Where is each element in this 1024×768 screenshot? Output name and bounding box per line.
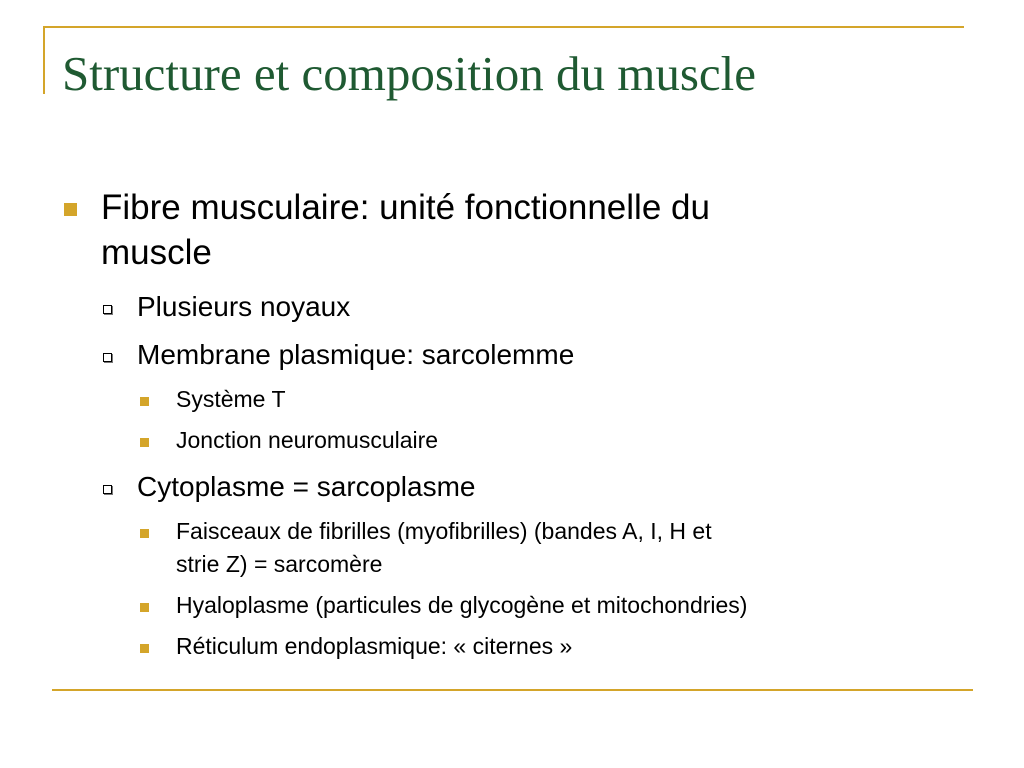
level3-bullet-square-icon — [140, 603, 149, 612]
level1-bullet-square-icon — [64, 203, 77, 216]
level3-bullet-square-icon — [140, 397, 149, 406]
item-systeme-t: Système T — [176, 386, 286, 412]
level2-hollow-square-icon — [103, 353, 112, 362]
top-frame-line — [43, 26, 964, 28]
sub-bullet-noyaux: Plusieurs noyaux — [137, 291, 351, 322]
item-jonction: Jonction neuromusculaire — [176, 427, 439, 453]
left-frame-line — [43, 26, 45, 94]
sub-bullet-cytoplasme: Cytoplasme = sarcoplasme — [137, 471, 476, 502]
level2-hollow-square-icon — [103, 305, 112, 314]
level3-bullet-square-icon — [140, 438, 149, 447]
sub-bullet-membrane: Membrane plasmique: sarcolemme — [137, 339, 575, 370]
bottom-divider-line — [52, 689, 973, 691]
item-hyaloplasme: Hyaloplasme (particules de glycogène et mitochondries) — [176, 592, 748, 618]
bullet-text-line1: Fibre musculaire: unité fonctionnelle du — [101, 188, 710, 227]
level2-hollow-square-icon — [103, 485, 112, 494]
level3-bullet-square-icon — [140, 644, 149, 653]
slide-title: Structure et composition du muscle — [62, 46, 757, 101]
item-faisceaux-line1: Faisceaux de fibrilles (myofibrilles) (bandes A, I, H et — [176, 518, 712, 544]
item-faisceaux-line2: strie Z) = sarcomère — [176, 551, 383, 577]
item-reticulum: Réticulum endoplasmique: « citernes » — [176, 633, 573, 659]
bullet-text-line2: muscle — [101, 233, 212, 272]
level3-bullet-square-icon — [140, 529, 149, 538]
